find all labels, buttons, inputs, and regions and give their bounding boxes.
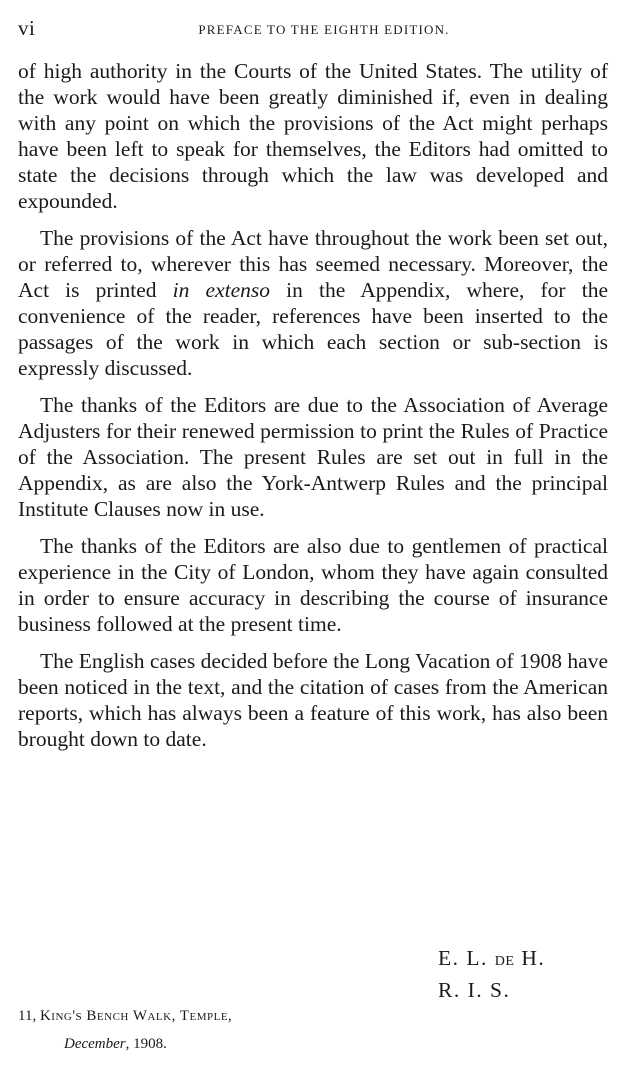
date-line <box>18 1034 232 1054</box>
paragraph-average-adjusters: The thanks of the Editors are due to the Association of Average Adjusters for their renewed permission to print the Rules of Practice of the Association. The present Rules are set out in full in the Appendix, as are also the York-Antwerp Rules and the principal Institute Clauses now in use. <box>18 393 608 521</box>
preface-body <box>18 58 608 763</box>
running-head <box>18 16 610 40</box>
address-block <box>18 1006 232 1054</box>
page-number: vi <box>18 16 36 40</box>
book-page <box>18 0 610 1068</box>
paragraph-act-provisions-before: The provisions of the Act have throughout the work been set out, or referred to, wherever this has seemed necessary. Moreover, the Act is printed <box>18 226 608 302</box>
paragraph-continuation: of high authority in the Courts of the United States. The utility of the work would have been greatly diminished if, even in dealing with any point on which the provisions of the Act might perhaps have been left to speak for themselves, the Editors had omitted to state the decisions through which the law was developed and expounded. <box>18 59 608 213</box>
address-street: King's Bench Walk, Temple, <box>39 1008 233 1024</box>
signature-first-particle: DE <box>494 954 515 969</box>
signature-first <box>438 944 545 976</box>
address-line <box>18 1006 232 1026</box>
in-extenso-italic: in extenso <box>172 278 270 302</box>
paragraph-act-provisions <box>18 225 608 381</box>
paragraph-english-cases: The English cases decided before the Long Vacation of 1908 have been noticed in the text, and the citation of cases from the American reports, which has always been a feature of this work, has also been brought down to date. <box>18 649 608 751</box>
date-month: December <box>64 1036 126 1052</box>
paragraph-act-provisions-after: in the Appendix, where, for the convenience of the reader, references have been inserted to the passages of the work in which each section or sub-section is expressly discussed. <box>18 278 608 380</box>
paragraph-city-of-london: The thanks of the Editors are also due to gentlemen of practical experience in the City of London, whom they have again consulted in order to ensure accuracy in describing the course of insurance business followed at the present time. <box>18 534 608 636</box>
signature-second: R. I. S. <box>438 978 511 1002</box>
running-title: PREFACE TO THE EIGHTH EDITION. <box>198 22 450 37</box>
address-number: 11, <box>18 1008 37 1024</box>
date-year: , 1908. <box>125 1036 167 1052</box>
signature-first-last: H. <box>521 946 546 970</box>
editor-signatures <box>438 944 545 1004</box>
signature-first-initials: E. L. <box>438 946 488 970</box>
